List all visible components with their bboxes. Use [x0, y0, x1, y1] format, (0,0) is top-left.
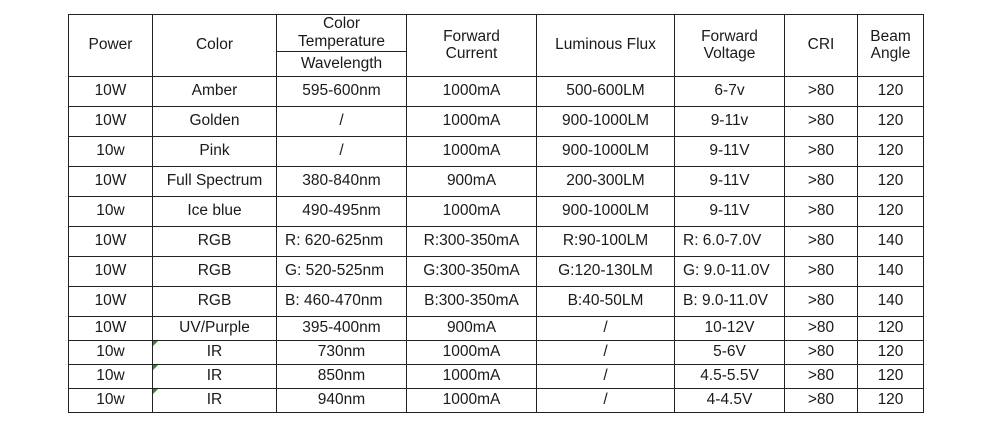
header-luminous-flux: Luminous Flux: [537, 15, 675, 77]
table-row: [69, 136, 924, 166]
cell-power: 10W: [69, 76, 153, 106]
cell-current: R:300-350mA: [407, 226, 537, 256]
cell-voltage: 10-12V: [675, 316, 785, 340]
cell-power: 10W: [69, 256, 153, 286]
cell-cri: >80: [785, 166, 858, 196]
cell-marker-icon: [153, 389, 158, 394]
cell-flux: 500-600LM: [537, 76, 675, 106]
header-row: [69, 15, 924, 52]
cell-voltage: 6-7v: [675, 76, 785, 106]
header-forward-current: Forward Current: [407, 15, 537, 77]
cell-color: Amber: [153, 76, 277, 106]
cell-flux: /: [537, 316, 675, 340]
cell-cri: >80: [785, 286, 858, 316]
cell-beam: 120: [858, 166, 924, 196]
cell-beam: 120: [858, 136, 924, 166]
cell-temp: 595-600nm: [277, 76, 407, 106]
header-color-temperature: Color Temperature: [277, 15, 407, 52]
cell-beam: 120: [858, 340, 924, 364]
cell-voltage: 9-11v: [675, 106, 785, 136]
cell-flux: G:120-130LM: [537, 256, 675, 286]
cell-current: G:300-350mA: [407, 256, 537, 286]
cell-flux: 200-300LM: [537, 166, 675, 196]
cell-current: 900mA: [407, 316, 537, 340]
table-row: [69, 388, 924, 412]
cell-color: RGB: [153, 286, 277, 316]
cell-voltage: 9-11V: [675, 166, 785, 196]
table-row: [69, 196, 924, 226]
cell-voltage: B: 9.0-11.0V: [675, 286, 785, 316]
cell-temp: /: [277, 106, 407, 136]
cell-flux: R:90-100LM: [537, 226, 675, 256]
header-cri: CRI: [785, 15, 858, 77]
cell-current: 1000mA: [407, 136, 537, 166]
cell-power: 10w: [69, 136, 153, 166]
cell-cri: >80: [785, 340, 858, 364]
cell-color: RGB: [153, 256, 277, 286]
cell-power: 10w: [69, 196, 153, 226]
cell-voltage: 9-11V: [675, 136, 785, 166]
cell-cri: >80: [785, 226, 858, 256]
cell-flux: B:40-50LM: [537, 286, 675, 316]
cell-current: 1000mA: [407, 106, 537, 136]
cell-cri: >80: [785, 364, 858, 388]
cell-cri: >80: [785, 196, 858, 226]
cell-current: 1000mA: [407, 340, 537, 364]
cell-beam: 120: [858, 196, 924, 226]
cell-power: 10W: [69, 226, 153, 256]
cell-beam: 120: [858, 316, 924, 340]
cell-power: 10w: [69, 340, 153, 364]
table-row: [69, 364, 924, 388]
table-row: [69, 316, 924, 340]
table-row: [69, 166, 924, 196]
cell-power: 10W: [69, 316, 153, 340]
cell-temp: B: 460-470nm: [277, 286, 407, 316]
cell-marker-icon: [153, 365, 158, 370]
cell-current: 1000mA: [407, 196, 537, 226]
table-row: [69, 340, 924, 364]
cell-color-text: IR: [206, 391, 223, 409]
cell-beam: 120: [858, 76, 924, 106]
cell-power: 10W: [69, 166, 153, 196]
cell-beam: 140: [858, 286, 924, 316]
cell-cri: >80: [785, 136, 858, 166]
cell-temp: 850nm: [277, 364, 407, 388]
cell-cri: >80: [785, 316, 858, 340]
cell-power: 10W: [69, 286, 153, 316]
cell-beam: 140: [858, 256, 924, 286]
cell-color-text: IR: [206, 343, 223, 361]
cell-current: 1000mA: [407, 76, 537, 106]
header-power: Power: [69, 15, 153, 77]
table-row: [69, 226, 924, 256]
table-row: [69, 76, 924, 106]
cell-flux: /: [537, 364, 675, 388]
cell-color: Golden: [153, 106, 277, 136]
cell-color: UV/Purple: [153, 316, 277, 340]
cell-temp: 940nm: [277, 388, 407, 412]
cell-temp: 730nm: [277, 340, 407, 364]
cell-color: Pink: [153, 136, 277, 166]
cell-temp: 490-495nm: [277, 196, 407, 226]
cell-power: 10w: [69, 388, 153, 412]
cell-beam: 120: [858, 106, 924, 136]
cell-flux: 900-1000LM: [537, 136, 675, 166]
cell-color: Ice blue: [153, 196, 277, 226]
header-color: Color: [153, 15, 277, 77]
cell-current: 1000mA: [407, 364, 537, 388]
cell-power: 10W: [69, 106, 153, 136]
cell-voltage: 9-11V: [675, 196, 785, 226]
cell-color: [153, 340, 277, 364]
table-row: [69, 106, 924, 136]
table-row: [69, 256, 924, 286]
cell-color-text: IR: [206, 367, 223, 385]
cell-beam: 140: [858, 226, 924, 256]
cell-color: RGB: [153, 226, 277, 256]
cell-temp: 395-400nm: [277, 316, 407, 340]
cell-current: 1000mA: [407, 388, 537, 412]
cell-voltage: 4.5-5.5V: [675, 364, 785, 388]
cell-cri: >80: [785, 106, 858, 136]
header-beam-angle: Beam Angle: [858, 15, 924, 77]
cell-flux: 900-1000LM: [537, 196, 675, 226]
cell-marker-icon: [153, 341, 158, 346]
cell-flux: /: [537, 388, 675, 412]
cell-beam: 120: [858, 388, 924, 412]
header-wavelength: Wavelength: [277, 51, 407, 76]
cell-voltage: 5-6V: [675, 340, 785, 364]
cell-current: B:300-350mA: [407, 286, 537, 316]
cell-temp: 380-840nm: [277, 166, 407, 196]
cell-color: Full Spectrum: [153, 166, 277, 196]
cell-temp: G: 520-525nm: [277, 256, 407, 286]
cell-voltage: G: 9.0-11.0V: [675, 256, 785, 286]
cell-color: [153, 364, 277, 388]
cell-cri: >80: [785, 388, 858, 412]
cell-flux: 900-1000LM: [537, 106, 675, 136]
cell-voltage: R: 6.0-7.0V: [675, 226, 785, 256]
cell-cri: >80: [785, 256, 858, 286]
cell-temp: /: [277, 136, 407, 166]
cell-voltage: 4-4.5V: [675, 388, 785, 412]
cell-current: 900mA: [407, 166, 537, 196]
table-row: [69, 286, 924, 316]
cell-cri: >80: [785, 76, 858, 106]
cell-power: 10w: [69, 364, 153, 388]
cell-color: [153, 388, 277, 412]
cell-beam: 120: [858, 364, 924, 388]
cell-flux: /: [537, 340, 675, 364]
header-forward-voltage: Forward Voltage: [675, 15, 785, 77]
cell-temp: R: 620-625nm: [277, 226, 407, 256]
led-spec-table: [68, 14, 924, 413]
